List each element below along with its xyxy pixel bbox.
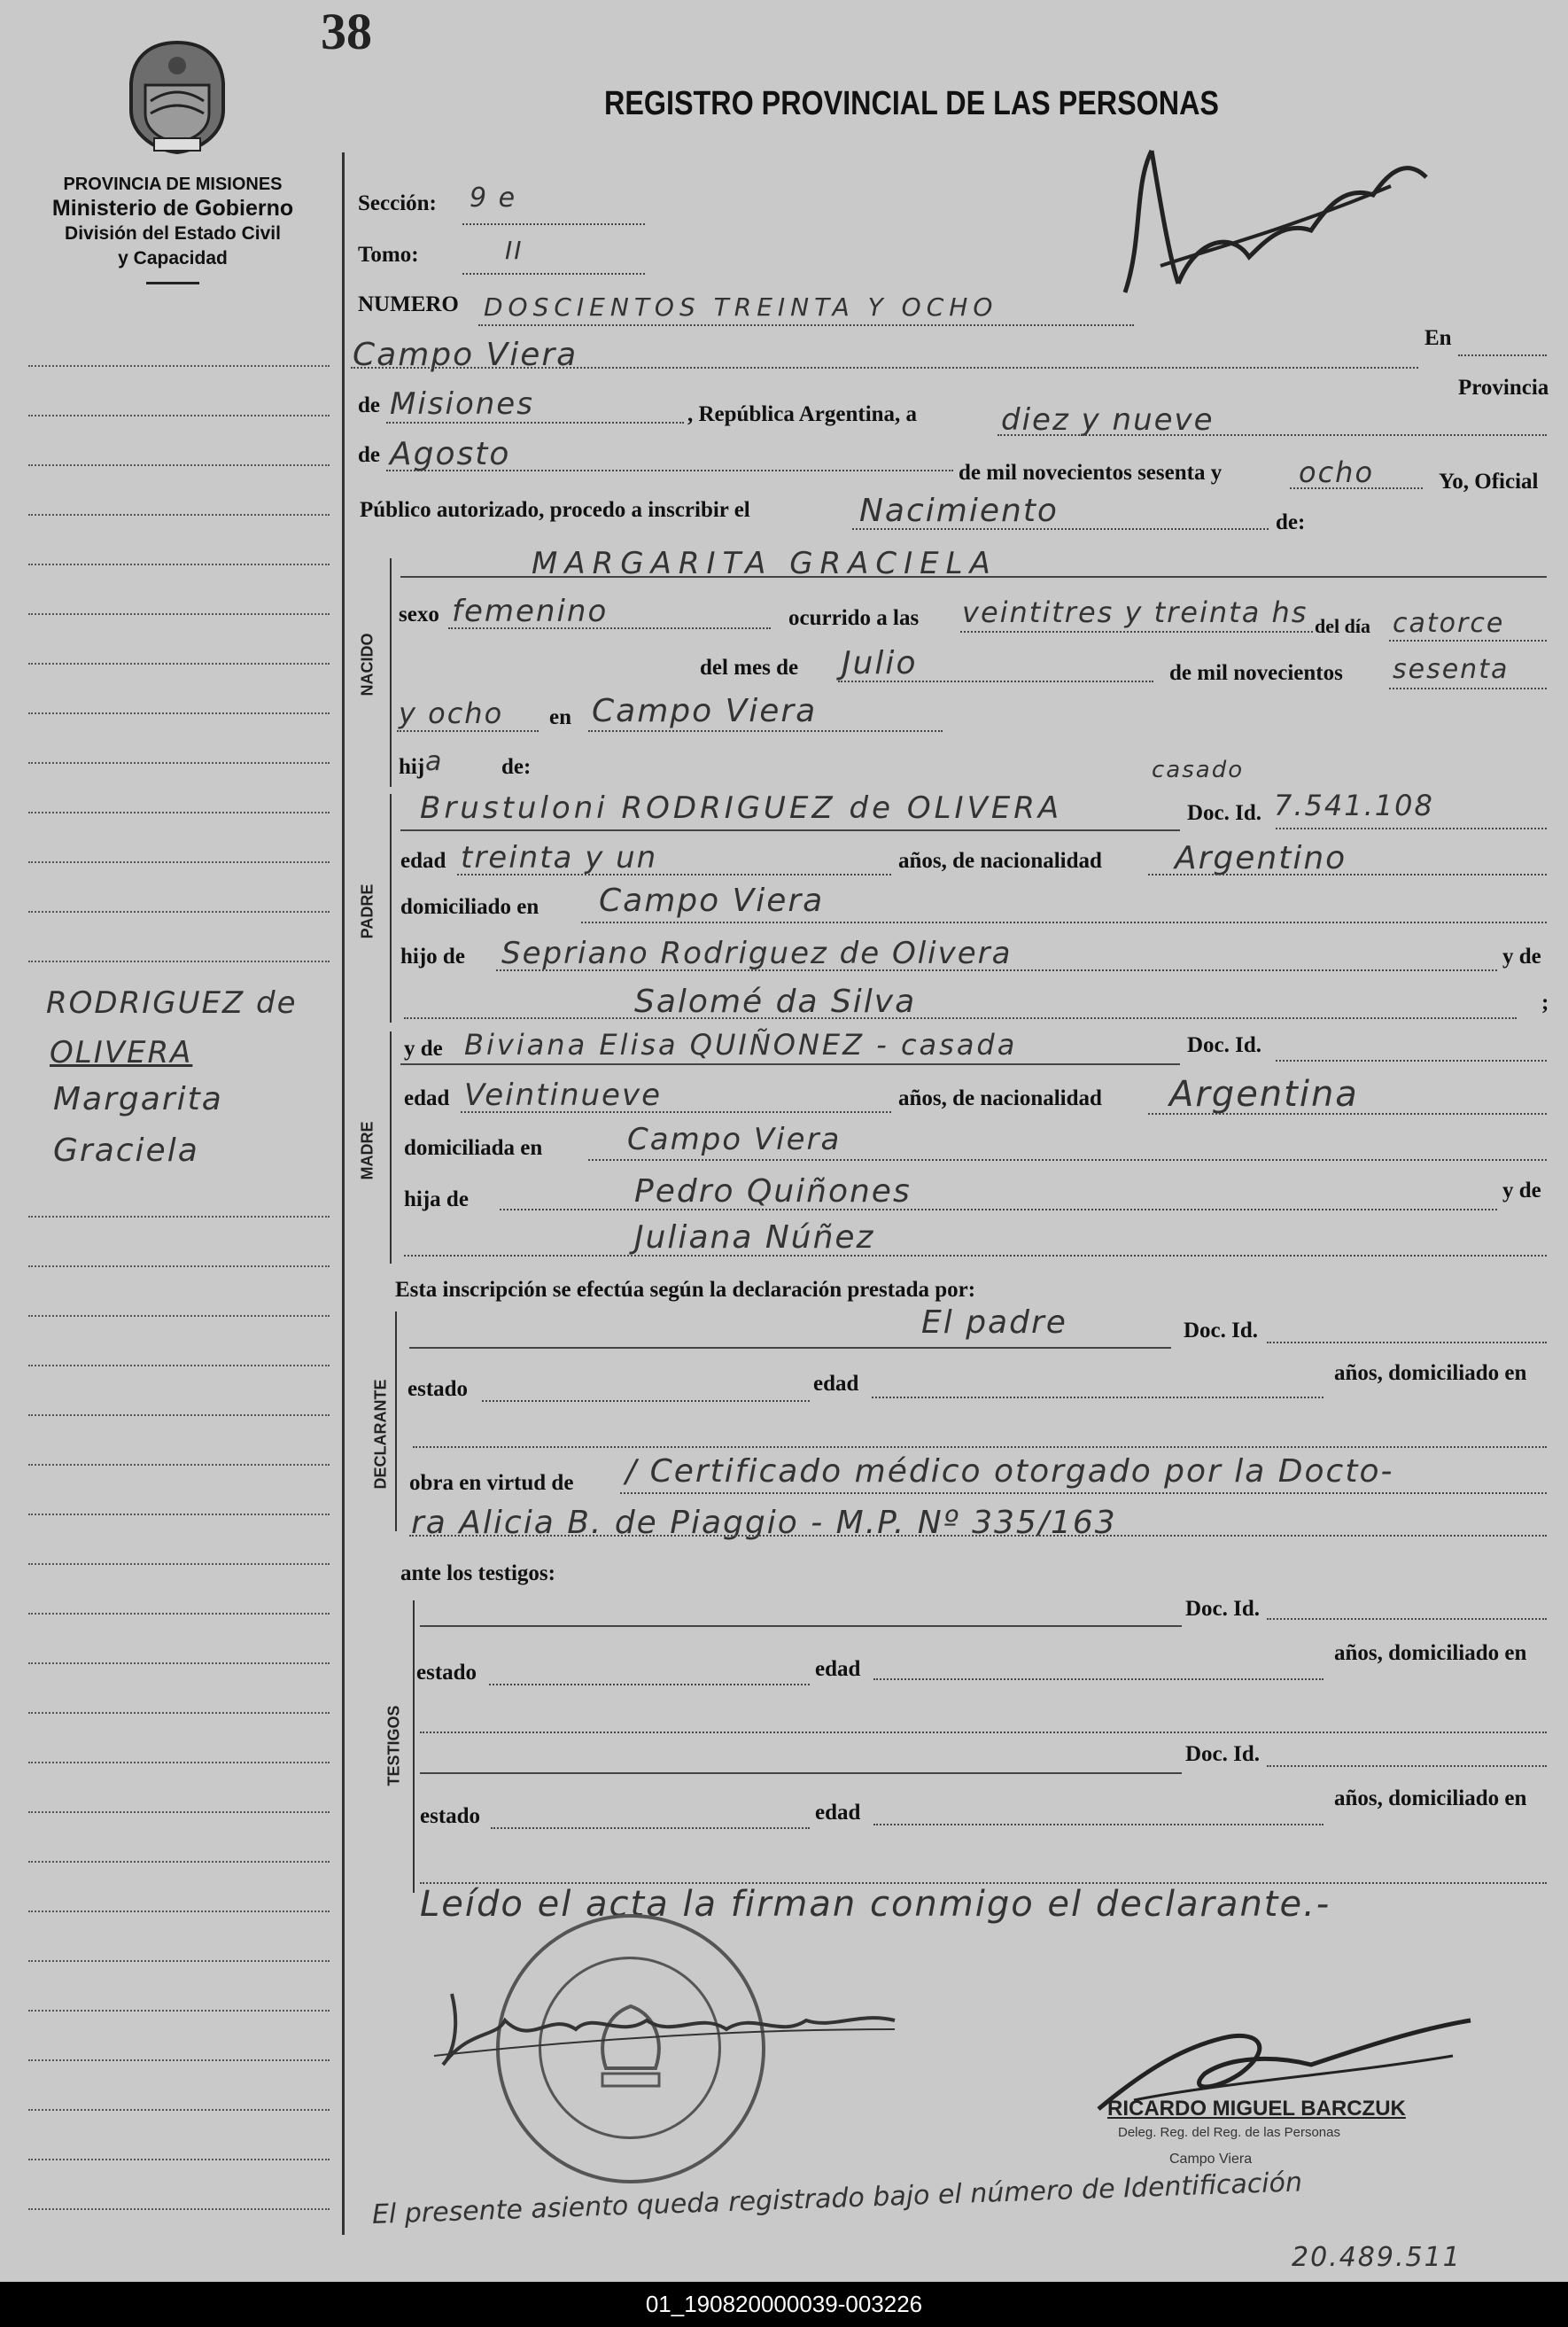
hij-value: a (425, 746, 444, 777)
testigo2-edad-label: edad (815, 1801, 861, 1825)
tomo-label: Tomo: (358, 243, 419, 267)
madre-domicilio-label: domiciliada en (404, 1136, 543, 1160)
testigos-label: TESTIGOS (384, 1705, 403, 1786)
declarante-doc-label: Doc. Id. (1184, 1319, 1259, 1342)
padre-edad-value: treinta y un (461, 840, 658, 876)
madre-nac-label: años, de nacionalidad (898, 1086, 1102, 1110)
madre-label: MADRE (358, 1121, 376, 1180)
madre-domicilio-value: Campo Viera (627, 1122, 842, 1157)
nacido-label: NACIDO (358, 633, 376, 697)
numero-value: DOSCIENTOS TREINTA Y OCHO (484, 292, 998, 322)
dia-value: diez y nueve (1001, 402, 1215, 438)
page-title: REGISTRO PROVINCIAL DE LAS PERSONAS (604, 85, 1219, 122)
madre-edad-label: edad (404, 1086, 450, 1110)
padre-nac-value: Argentino (1175, 840, 1347, 876)
del-dia-label: del día (1315, 615, 1370, 637)
image-id-caption: 01_190820000039-003226 (0, 2282, 1568, 2327)
official-name: RICARDO MIGUEL BARCZUK (1107, 2097, 1406, 2121)
padre-label: PADRE (358, 883, 376, 939)
testigo2-doc-label: Doc. Id. (1185, 1742, 1261, 1766)
closing-note: Leído el acta la firman conmigo el declarante.- (420, 1884, 1331, 1925)
anio-value: ocho (1299, 455, 1375, 489)
tomo-value: II (505, 236, 524, 265)
declarante-edad-label: edad (813, 1372, 859, 1396)
padre-doc-value: 7.541.108 (1274, 789, 1434, 822)
madre-nac-value: Argentina (1169, 1074, 1359, 1115)
ocurrido-label: ocurrido a las (788, 606, 920, 630)
madre-edad-value: Veintinueve (464, 1078, 663, 1113)
declarante-intro: Esta inscripción se efectúa según la declaración prestada por: (395, 1278, 976, 1302)
numero-label: NUMERO (358, 292, 459, 316)
ministry-underline (146, 282, 199, 284)
margin-note-surname2: OLIVERA (50, 1035, 193, 1070)
padre-edad-label: edad (400, 849, 446, 873)
testigo2-domicilio-label: años, domiciliado en (1334, 1786, 1527, 1810)
ministry-line-province: PROVINCIA DE MISIONES (63, 175, 283, 194)
provincia-value: Misiones (390, 386, 534, 422)
ministry-line-capacity: y Capacidad (118, 248, 228, 268)
yo-oficial: Yo, Oficial (1439, 470, 1539, 494)
padre-name: Brustuloni RODRIGUEZ de OLIVERA (420, 790, 1063, 826)
padre-madre-value: Salomé da Silva (634, 984, 917, 1020)
madre-y-de-label: y de (404, 1037, 443, 1061)
declarante-label: DECLARANTE (371, 1379, 390, 1490)
dia-nac-value: catorce (1393, 608, 1505, 639)
madre-madre-value: Juliana Núñez (634, 1219, 875, 1256)
obra-label: obra en virtud de (409, 1471, 574, 1495)
padre-doc-label: Doc. Id. (1187, 801, 1262, 825)
padre-hijo-label: hijo de (400, 945, 465, 969)
declarante-name: El padre (921, 1304, 1067, 1341)
madre-doc-label: Doc. Id. (1187, 1033, 1262, 1057)
testigo2-estado-label: estado (420, 1804, 481, 1828)
anio-nac-value: sesenta (1393, 654, 1510, 685)
hora-value: veintitres y treinta hs (962, 595, 1308, 629)
en-nac-label: en (549, 705, 571, 729)
sexo-value: femenino (452, 594, 609, 629)
en-label: En (1424, 326, 1452, 350)
de-label-2: de (358, 443, 380, 467)
del-mes-label: del mes de (700, 656, 799, 680)
testigos-intro: ante los testigos: (400, 1561, 555, 1585)
padre-y-de-label: y de (1502, 945, 1541, 969)
page-number: 38 (321, 3, 372, 60)
obra-value-2: ra Alicia B. de Piaggio - M.P. Nº 335/163 (411, 1505, 1117, 1541)
anio-label: de mil novecientos sesenta y (959, 461, 1223, 485)
official-initials-signature (1107, 133, 1444, 310)
ministry-line-ministry: Ministerio de Gobierno (51, 196, 294, 221)
footnote: El presente asiento queda registrado bajo el número de Identificación (371, 2167, 1303, 2230)
madre-hija-label: hija de (404, 1187, 469, 1211)
official-title: Deleg. Reg. del Reg. de las Personas (1118, 2125, 1340, 2140)
madre-y-de-label-2: y de (1502, 1179, 1541, 1202)
hij-label: hij (399, 755, 425, 779)
madre-padre-value: Pedro Quiñones (634, 1173, 912, 1210)
padre-semicolon: ; (1541, 991, 1549, 1015)
publico-label: Público autorizado, procedo a inscribir el (360, 498, 750, 522)
madre-name: Biviana Elisa QUIÑONEZ - casada (464, 1028, 1018, 1062)
place-value: Campo Viera (353, 337, 578, 373)
obra-value-1: / Certificado médico otorgado por la Docto- (625, 1453, 1394, 1490)
testigo1-doc-label: Doc. Id. (1185, 1597, 1261, 1621)
mes-value: Agosto (390, 436, 511, 472)
seccion-label: Sección: (358, 191, 437, 215)
republica-label: , República Argentina, a (687, 402, 918, 426)
de-label-1: de (358, 393, 380, 417)
declarante-estado-label: estado (408, 1377, 469, 1401)
main-vertical-rule (342, 152, 345, 2235)
provincia-label: Provincia (1458, 376, 1549, 400)
padre-nac-label: años, de nacionalidad (898, 849, 1102, 873)
margin-note-surname: RODRIGUEZ de (46, 985, 298, 1021)
anio-nac-label: de mil novecientos (1169, 661, 1343, 685)
official-place: Campo Viera (1169, 2152, 1253, 2167)
nacido-name: MARGARITA GRACIELA (532, 546, 997, 581)
ministry-header (9, 174, 337, 284)
ministry-line-division: División del Estado Civil (65, 223, 281, 244)
padre-domicilio-label: domiciliado en (400, 895, 539, 919)
padre-estado-note: casado (1152, 757, 1245, 783)
de-colon: de: (1276, 510, 1306, 534)
padre-domicilio-value: Campo Viera (599, 883, 825, 919)
coat-of-arms-emblem (115, 39, 239, 156)
father-signature (416, 1976, 912, 2074)
testigo1-estado-label: estado (416, 1661, 477, 1685)
sexo-label: sexo (399, 603, 439, 626)
padre-padre-value: Sepriano Rodriguez de Olivera (501, 936, 1013, 971)
margin-note-given1: Margarita (53, 1081, 223, 1117)
footnote-number: 20.489.511 (1292, 2242, 1462, 2273)
testigo1-edad-label: edad (815, 1657, 861, 1681)
margin-note-given2: Graciela (53, 1132, 199, 1169)
hij-de-label: de: (501, 755, 532, 779)
declarante-domicilio-label: años, domiciliado en (1334, 1361, 1527, 1385)
mes-nac-value: Julio (842, 645, 918, 681)
testigo1-domicilio-label: años, domiciliado en (1334, 1641, 1527, 1665)
acto-value: Nacimiento (859, 493, 1059, 529)
anio-nac-value2: y ocho (399, 697, 504, 730)
lugar-nac-value: Campo Viera (592, 693, 818, 729)
seccion-value: 9 e (470, 183, 517, 214)
